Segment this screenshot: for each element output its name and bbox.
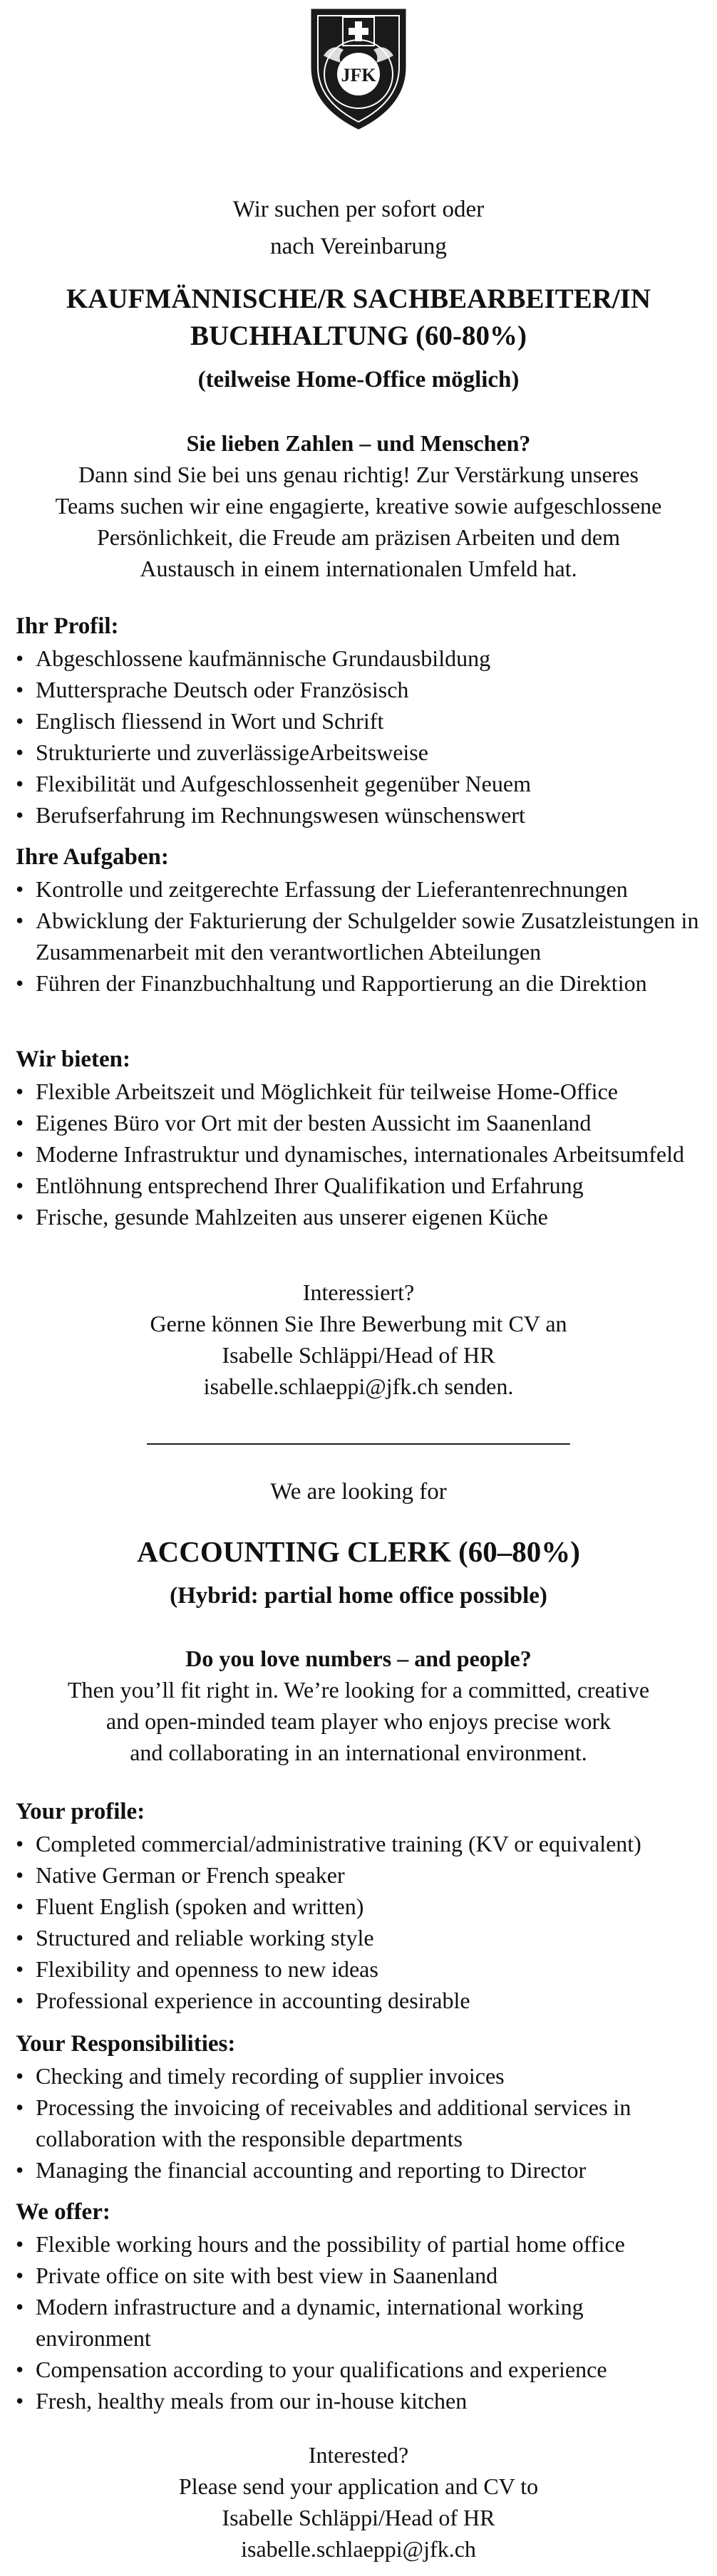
de-offer-section xyxy=(16,1043,701,1232)
list-item: • Flexible Arbeitszeit und Möglichkeit für teilweise Home-Office xyxy=(16,1076,701,1107)
de-title-line: KAUFMÄNNISCHE/R SACHBEARBEITER/IN xyxy=(66,284,651,314)
en-closing xyxy=(16,2439,701,2565)
de-closing-line: Isabelle Schläppi/Head of HR xyxy=(222,1342,495,1368)
de-question: Sie lieben Zahlen – und Menschen? xyxy=(186,430,531,456)
en-profile-heading: Your profile: xyxy=(16,1799,145,1824)
en-responsibilities-section xyxy=(16,2027,701,2186)
section-divider xyxy=(147,1443,570,1445)
de-tasks-section xyxy=(16,841,701,999)
de-closing xyxy=(16,1277,701,1402)
en-responsibilities-list xyxy=(16,2060,701,2186)
de-intro-line: nach Vereinbarung xyxy=(270,234,447,259)
de-intro-line: Wir suchen per sofort oder xyxy=(232,197,485,222)
list-item: • Abgeschlossene kaufmännische Grundausbildung xyxy=(16,643,701,674)
list-item: • Flexibility and openness to new ideas xyxy=(16,1953,701,1985)
list-item: • Eigenes Büro vor Ort mit der besten Aussicht im Saanenland xyxy=(16,1107,701,1138)
logo-monogram: JFK xyxy=(341,65,376,85)
en-responsibilities-heading: Your Responsibilities: xyxy=(16,2031,236,2057)
en-profile-list xyxy=(16,1828,701,2016)
de-lead-line: Dann sind Sie bei uns genau richtig! Zur Verstärkung unseres xyxy=(78,462,639,487)
de-tasks-heading: Ihre Aufgaben: xyxy=(16,844,169,870)
de-tasks-list xyxy=(16,873,701,999)
list-item: • Abwicklung der Fakturierung der Schulgelder sowie Zusatzleistungen in Zusammenarbeit mit den verantwortlichen Abteilungen xyxy=(16,905,701,967)
de-subtitle: (teilweise Home-Office möglich) xyxy=(197,367,520,393)
list-item: • Completed commercial/administrative training (KV or equivalent) xyxy=(16,1828,701,1859)
en-intro: We are looking for xyxy=(270,1479,447,1505)
jfk-crest-logo xyxy=(308,6,409,131)
list-item: • Moderne Infrastruktur und dynamisches, internationales Arbeitsumfeld xyxy=(16,1138,701,1170)
en-question: Do you love numbers – and people? xyxy=(185,1646,532,1671)
de-contact-email: isabelle.schlaeppi@jfk.ch senden. xyxy=(203,1373,514,1399)
en-lead-line: and collaborating in an international environment. xyxy=(130,1740,587,1765)
list-item: • Kontrolle und zeitgerechte Erfassung der Lieferantenrechnungen xyxy=(16,873,701,905)
de-lead xyxy=(16,427,701,584)
list-item: • Flexible working hours and the possibility of partial home office xyxy=(16,2228,701,2260)
list-item: • Fresh, healthy meals from our in-house kitchen xyxy=(16,2385,701,2416)
en-job-title: ACCOUNTING CLERK (60–80%) xyxy=(137,1535,580,1568)
en-offer-list xyxy=(16,2228,701,2416)
list-item: • Processing the invoicing of receivables and additional services in collaboration with the responsible departments xyxy=(16,2092,701,2154)
de-closing-line: Gerne können Sie Ihre Bewerbung mit CV an xyxy=(150,1311,567,1336)
de-profile-list xyxy=(16,643,701,831)
list-item: • Professional experience in accounting desirable xyxy=(16,1985,701,2016)
list-item: • Checking and timely recording of supplier invoices xyxy=(16,2060,701,2092)
de-lead-line: Teams suchen wir eine engagierte, kreative sowie aufgeschlossene xyxy=(55,493,662,519)
list-item: • Berufserfahrung im Rechnungswesen wünschenswert xyxy=(16,799,701,831)
list-item: • Strukturierte und zuverlässigeArbeitsweise xyxy=(16,737,701,768)
list-item: • Structured and reliable working style xyxy=(16,1922,701,1953)
en-closing-line: Isabelle Schläppi/Head of HR xyxy=(222,2505,495,2530)
de-lead-line: Persönlichkeit, die Freude am präzisen Arbeiten und dem xyxy=(96,524,620,550)
en-offer-heading: We offer: xyxy=(16,2199,110,2225)
list-item: • Frische, gesunde Mahlzeiten aus unserer eigenen Küche xyxy=(16,1201,701,1232)
de-title-line: BUCHHALTUNG (60-80%) xyxy=(190,321,527,351)
de-closing-line: Interessiert? xyxy=(302,1279,415,1305)
de-job-title xyxy=(16,281,701,355)
de-offer-heading: Wir bieten: xyxy=(16,1046,131,1072)
de-profile-section xyxy=(16,610,701,831)
de-intro xyxy=(16,191,701,265)
en-subtitle: (Hybrid: partial home office possible) xyxy=(170,1583,547,1609)
list-item: • Muttersprache Deutsch oder Französisch xyxy=(16,674,701,705)
list-item: • Private office on site with best view in Saanenland xyxy=(16,2260,701,2291)
list-item: • Führen der Finanzbuchhaltung und Rapportierung an die Direktion xyxy=(16,967,701,999)
list-item: • Managing the financial accounting and reporting to Director xyxy=(16,2154,701,2186)
de-lead-line: Austausch in einem internationalen Umfeld hat. xyxy=(140,556,577,581)
list-item: • Modern infrastructure and a dynamic, international working environment xyxy=(16,2291,701,2354)
en-offer-section xyxy=(16,2196,701,2416)
en-closing-line: Please send your application and CV to xyxy=(178,2473,539,2499)
list-item: • Compensation according to your qualifications and experience xyxy=(16,2354,701,2385)
list-item: • Flexibilität und Aufgeschlossenheit gegenüber Neuem xyxy=(16,768,701,799)
list-item: • Native German or French speaker xyxy=(16,1859,701,1891)
de-offer-list xyxy=(16,1076,701,1232)
list-item: • Fluent English (spoken and written) xyxy=(16,1891,701,1922)
list-item: • Englisch fliessend in Wort und Schrift xyxy=(16,705,701,737)
en-closing-line: Interested? xyxy=(308,2442,409,2468)
en-contact-email: isabelle.schlaeppi@jfk.ch xyxy=(241,2536,476,2562)
en-lead xyxy=(16,1643,701,1768)
en-profile-section xyxy=(16,1795,701,2016)
de-profile-heading: Ihr Profil: xyxy=(16,613,119,639)
list-item: • Entlöhnung entsprechend Ihrer Qualifikation und Erfahrung xyxy=(16,1170,701,1201)
en-lead-line: and open-minded team player who enjoys precise work xyxy=(105,1708,612,1734)
en-lead-line: Then you’ll fit right in. We’re looking for a committed, creative xyxy=(67,1677,650,1703)
